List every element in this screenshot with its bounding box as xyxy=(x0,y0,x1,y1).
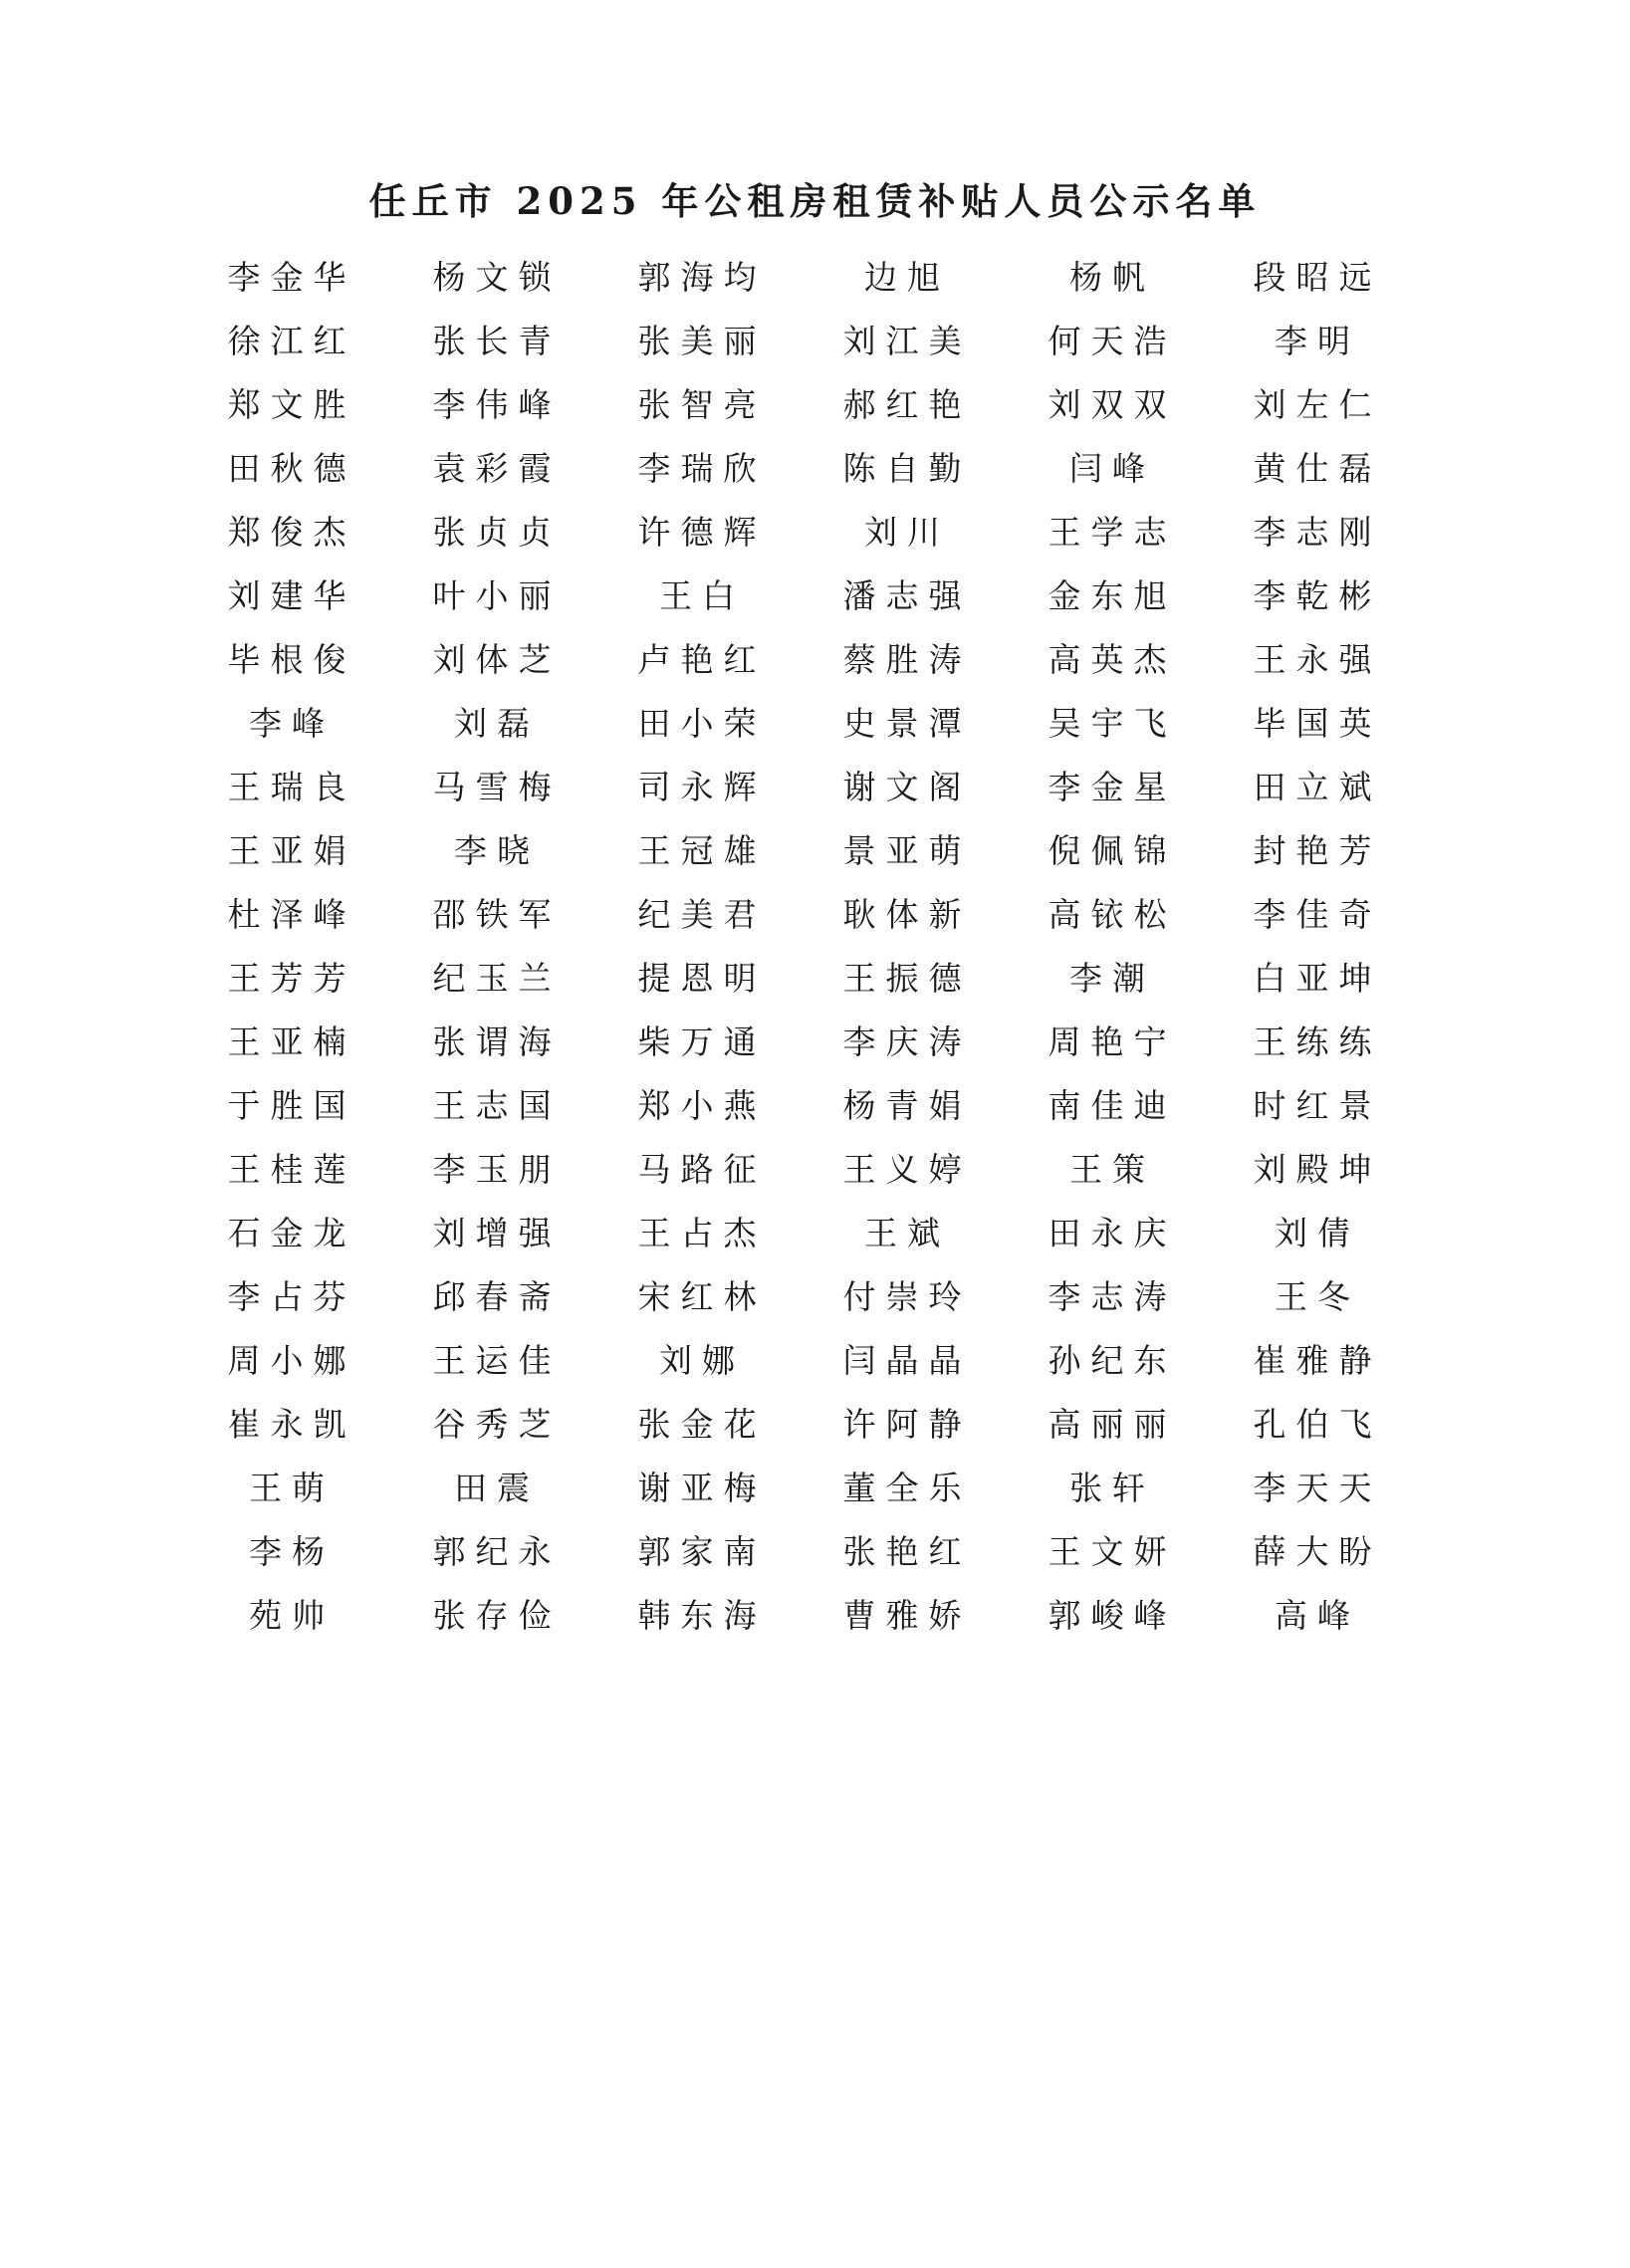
name-cell: 王冠雄 xyxy=(637,830,767,870)
name-cell: 杨青娟 xyxy=(842,1085,972,1125)
name-cell: 周艳宁 xyxy=(1048,1021,1177,1061)
name-cell: 田小荣 xyxy=(637,703,767,743)
name-cell: 郭纪永 xyxy=(432,1531,562,1571)
name-cell: 徐江红 xyxy=(227,321,356,360)
name-cell: 王文妍 xyxy=(1048,1531,1177,1571)
name-cell: 王亚娟 xyxy=(227,830,356,870)
name-cell: 李玉朋 xyxy=(432,1149,562,1189)
name-list-grid xyxy=(189,243,1421,1645)
name-cell: 马路征 xyxy=(637,1149,767,1189)
name-cell: 张谓海 xyxy=(432,1021,562,1061)
name-cell: 纪玉兰 xyxy=(432,958,562,998)
name-cell: 李明 xyxy=(1275,321,1360,360)
name-cell: 王占杰 xyxy=(637,1213,767,1252)
name-cell: 谢文阁 xyxy=(842,767,972,806)
name-cell: 闫晶晶 xyxy=(842,1340,972,1380)
name-cell: 王瑞良 xyxy=(227,767,356,806)
name-cell: 刘川 xyxy=(864,512,950,552)
name-cell: 王义婷 xyxy=(842,1149,972,1189)
name-cell: 杨帆 xyxy=(1069,257,1155,297)
name-cell: 提恩明 xyxy=(637,958,767,998)
name-cell: 张金花 xyxy=(637,1404,767,1444)
name-cell: 张轩 xyxy=(1069,1468,1155,1507)
name-cell: 田永庆 xyxy=(1048,1213,1177,1252)
name-cell: 刘江美 xyxy=(842,321,972,360)
name-cell: 柴万通 xyxy=(637,1021,767,1061)
name-cell: 董全乐 xyxy=(842,1468,972,1507)
name-cell: 李潮 xyxy=(1069,958,1155,998)
name-cell: 张美丽 xyxy=(637,321,767,360)
name-cell: 金东旭 xyxy=(1048,575,1177,615)
name-cell: 李伟峰 xyxy=(432,384,562,424)
name-cell: 王振德 xyxy=(842,958,972,998)
name-cell: 李峰 xyxy=(249,703,335,743)
name-cell: 王白 xyxy=(659,575,745,615)
name-cell: 李晓 xyxy=(454,830,540,870)
name-cell: 田震 xyxy=(454,1468,540,1507)
name-cell: 白亚坤 xyxy=(1253,958,1382,998)
name-cell: 李庆涛 xyxy=(842,1021,972,1061)
name-cell: 邱春斋 xyxy=(432,1276,562,1316)
name-cell: 李天天 xyxy=(1253,1468,1382,1507)
name-cell: 高丽丽 xyxy=(1048,1404,1177,1444)
name-cell: 李占芬 xyxy=(227,1276,356,1316)
name-cell: 王萌 xyxy=(249,1468,335,1507)
name-cell: 邵铁军 xyxy=(432,894,562,934)
name-cell: 王策 xyxy=(1069,1149,1155,1189)
name-cell: 高英杰 xyxy=(1048,639,1177,679)
name-cell: 叶小丽 xyxy=(432,575,562,615)
name-cell: 段昭远 xyxy=(1253,257,1382,297)
name-cell: 时红景 xyxy=(1253,1085,1382,1125)
name-cell: 刘增强 xyxy=(432,1213,562,1252)
name-cell: 王斌 xyxy=(864,1213,950,1252)
name-cell: 王永强 xyxy=(1253,639,1382,679)
name-cell: 吴宇飞 xyxy=(1048,703,1177,743)
name-cell: 李佳奇 xyxy=(1253,894,1382,934)
name-cell: 张艳红 xyxy=(842,1531,972,1571)
name-cell: 毕根俊 xyxy=(227,639,356,679)
name-cell: 闫峰 xyxy=(1069,448,1155,488)
name-cell: 刘倩 xyxy=(1275,1213,1360,1252)
name-cell: 王志国 xyxy=(432,1085,562,1125)
name-cell: 杨文锁 xyxy=(432,257,562,297)
name-cell: 郭家南 xyxy=(637,1531,767,1571)
name-cell: 王冬 xyxy=(1275,1276,1360,1316)
name-cell: 马雪梅 xyxy=(432,767,562,806)
name-cell: 陈自勤 xyxy=(842,448,972,488)
name-cell: 蔡胜涛 xyxy=(842,639,972,679)
name-cell: 刘磊 xyxy=(454,703,540,743)
document-title: 任丘市 2025 年公租房租赁补贴人员公示名单 xyxy=(368,179,1262,223)
name-cell: 潘志强 xyxy=(842,575,972,615)
name-cell: 王运佳 xyxy=(432,1340,562,1380)
name-cell: 曹雅娇 xyxy=(842,1595,972,1635)
name-cell: 郑文胜 xyxy=(227,384,356,424)
name-cell: 毕国英 xyxy=(1253,703,1382,743)
name-cell: 许阿静 xyxy=(842,1404,972,1444)
name-cell: 苑帅 xyxy=(249,1595,335,1635)
name-cell: 王练练 xyxy=(1253,1021,1382,1061)
name-cell: 李杨 xyxy=(249,1531,335,1571)
name-cell: 纪美君 xyxy=(637,894,767,934)
name-cell: 孔伯飞 xyxy=(1253,1404,1382,1444)
name-cell: 高峰 xyxy=(1275,1595,1360,1635)
name-cell: 宋红林 xyxy=(637,1276,767,1316)
name-cell: 于胜国 xyxy=(227,1085,356,1125)
name-cell: 刘体芝 xyxy=(432,639,562,679)
name-cell: 王芳芳 xyxy=(227,958,356,998)
name-cell: 黄仕磊 xyxy=(1253,448,1382,488)
name-cell: 郑小燕 xyxy=(637,1085,767,1125)
name-cell: 倪佩锦 xyxy=(1048,830,1177,870)
name-cell: 卢艳红 xyxy=(637,639,767,679)
name-cell: 李志涛 xyxy=(1048,1276,1177,1316)
name-cell: 郝红艳 xyxy=(842,384,972,424)
name-cell: 史景潭 xyxy=(842,703,972,743)
name-cell: 景亚萌 xyxy=(842,830,972,870)
name-cell: 韩东海 xyxy=(637,1595,767,1635)
name-cell: 石金龙 xyxy=(227,1213,356,1252)
name-cell: 边旭 xyxy=(864,257,950,297)
name-cell: 李瑞欣 xyxy=(637,448,767,488)
name-cell: 许德辉 xyxy=(637,512,767,552)
name-cell: 薛大盼 xyxy=(1253,1531,1382,1571)
name-cell: 王学志 xyxy=(1048,512,1177,552)
name-cell: 崔雅静 xyxy=(1253,1340,1382,1380)
name-cell: 谢亚梅 xyxy=(637,1468,767,1507)
name-cell: 南佳迪 xyxy=(1048,1085,1177,1125)
name-cell: 刘左仁 xyxy=(1253,384,1382,424)
name-cell: 孙纪东 xyxy=(1048,1340,1177,1380)
name-cell: 李志刚 xyxy=(1253,512,1382,552)
name-cell: 王亚楠 xyxy=(227,1021,356,1061)
name-cell: 张贞贞 xyxy=(432,512,562,552)
name-cell: 刘建华 xyxy=(227,575,356,615)
name-cell: 田秋德 xyxy=(227,448,356,488)
name-cell: 刘娜 xyxy=(659,1340,745,1380)
name-cell: 李乾彬 xyxy=(1253,575,1382,615)
name-cell: 张长青 xyxy=(432,321,562,360)
name-cell: 耿体新 xyxy=(842,894,972,934)
name-cell: 郭海均 xyxy=(637,257,767,297)
name-cell: 张智亮 xyxy=(637,384,767,424)
name-cell: 司永辉 xyxy=(637,767,767,806)
name-cell: 崔永凯 xyxy=(227,1404,356,1444)
name-cell: 高铱松 xyxy=(1048,894,1177,934)
name-cell: 谷秀芝 xyxy=(432,1404,562,1444)
name-cell: 付崇玲 xyxy=(842,1276,972,1316)
name-cell: 李金华 xyxy=(227,257,356,297)
name-cell: 张存俭 xyxy=(432,1595,562,1635)
name-cell: 何天浩 xyxy=(1048,321,1177,360)
name-cell: 袁彩霞 xyxy=(432,448,562,488)
name-cell: 李金星 xyxy=(1048,767,1177,806)
name-cell: 杜泽峰 xyxy=(227,894,356,934)
name-cell: 王桂莲 xyxy=(227,1149,356,1189)
name-cell: 刘双双 xyxy=(1048,384,1177,424)
name-cell: 刘殿坤 xyxy=(1253,1149,1382,1189)
name-cell: 周小娜 xyxy=(227,1340,356,1380)
name-cell: 封艳芳 xyxy=(1253,830,1382,870)
name-cell: 田立斌 xyxy=(1253,767,1382,806)
name-cell: 郭峻峰 xyxy=(1048,1595,1177,1635)
name-cell: 郑俊杰 xyxy=(227,512,356,552)
